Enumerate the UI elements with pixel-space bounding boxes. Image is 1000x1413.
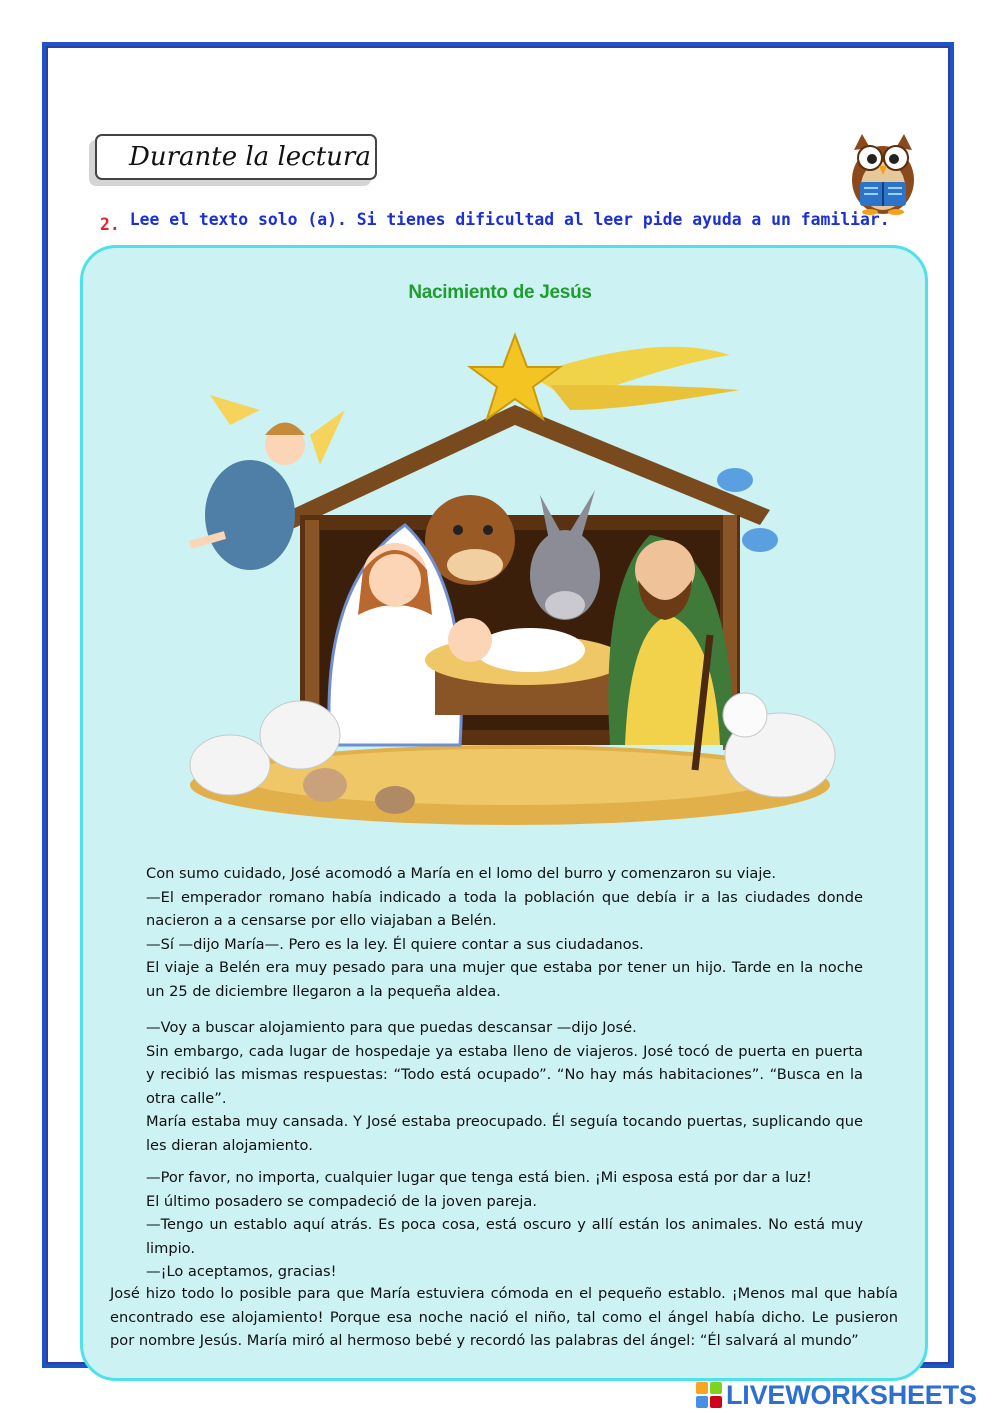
story-paragraph-2 <box>146 1016 863 1157</box>
section-label-box <box>95 134 377 180</box>
owl-reading-icon <box>848 130 918 216</box>
story-line: —Sí —dijo María—. Pero es la ley. Él quiere contar a sus ciudadanos. <box>146 935 644 953</box>
section-label: Durante la lectura <box>129 142 371 172</box>
story-line: El último posadero se compadeció de la joven pareja. <box>146 1192 537 1210</box>
story-line: Con sumo cuidado, José acomodó a María en el lomo del burro y comenzaron su viaje. <box>146 865 777 882</box>
nativity-scene-illustration <box>170 315 850 835</box>
story-line: Sin embargo, cada lugar de hospedaje ya estaba lleno de viajeros. José tocó de puerta en puerta y recibió las mismas respuestas: “Todo está ocupado”. “No hay más habitaciones”. “Busca en la otra calle”. <box>146 1042 863 1107</box>
story-line: El viaje a Belén era muy pesado para una mujer que estaba por tener un hijo. Tarde en la noche un 25 de diciembre llegaron a la pequeña aldea. <box>146 959 863 1000</box>
liveworksheets-logo-icon <box>696 1382 722 1408</box>
story-paragraph-3 <box>146 1166 863 1284</box>
instruction-number: 2. <box>100 215 120 234</box>
instruction-text: Lee el texto solo (a). Si tienes dificultad al leer pide ayuda a un familiar. <box>129 210 890 229</box>
story-paragraph-4 <box>110 1282 898 1353</box>
instruction-line <box>100 210 900 234</box>
story-line: —Voy a buscar alojamiento para que puedas descansar —dijo José. <box>146 1019 637 1036</box>
story-line: —Tengo un establo aquí atrás. Es poca cosa, está oscuro y allí están los animales. No está muy limpio. <box>146 1216 863 1257</box>
story-line: —Por favor, no importa, cualquier lugar que tenga está bien. ¡Mi esposa está por dar a luz! <box>146 1169 812 1186</box>
story-line: José hizo todo lo posible para que María estuviera cómoda en el pequeño establo. ¡Menos mal que había encontrado ese alojamiento! Porque esa noche nació el niño, tal como el ángel había dicho. Le pusieron por nombre Jesús. María miró al hermoso bebé y recordó las palabras del ángel: “Él salvará al mundo” <box>110 1285 898 1349</box>
story-line: —¡Lo aceptamos, gracias! <box>146 1263 337 1280</box>
story-line: María estaba muy cansada. Y José estaba preocupado. Él seguía tocando puertas, suplicando que les dieran alojamiento. <box>146 1113 863 1154</box>
brand-text: LIVEWORKSHEETS <box>726 1379 977 1410</box>
story-title: Nacimiento de Jesús <box>408 282 592 303</box>
story-line: —El emperador romano había indicado a toda la población que debía ir a las ciudades donde nacieron a a censarse por ello viajaban a Belén. <box>146 888 863 929</box>
story-paragraph-1 <box>146 862 863 1003</box>
liveworksheets-brand[interactable] <box>696 1378 977 1412</box>
